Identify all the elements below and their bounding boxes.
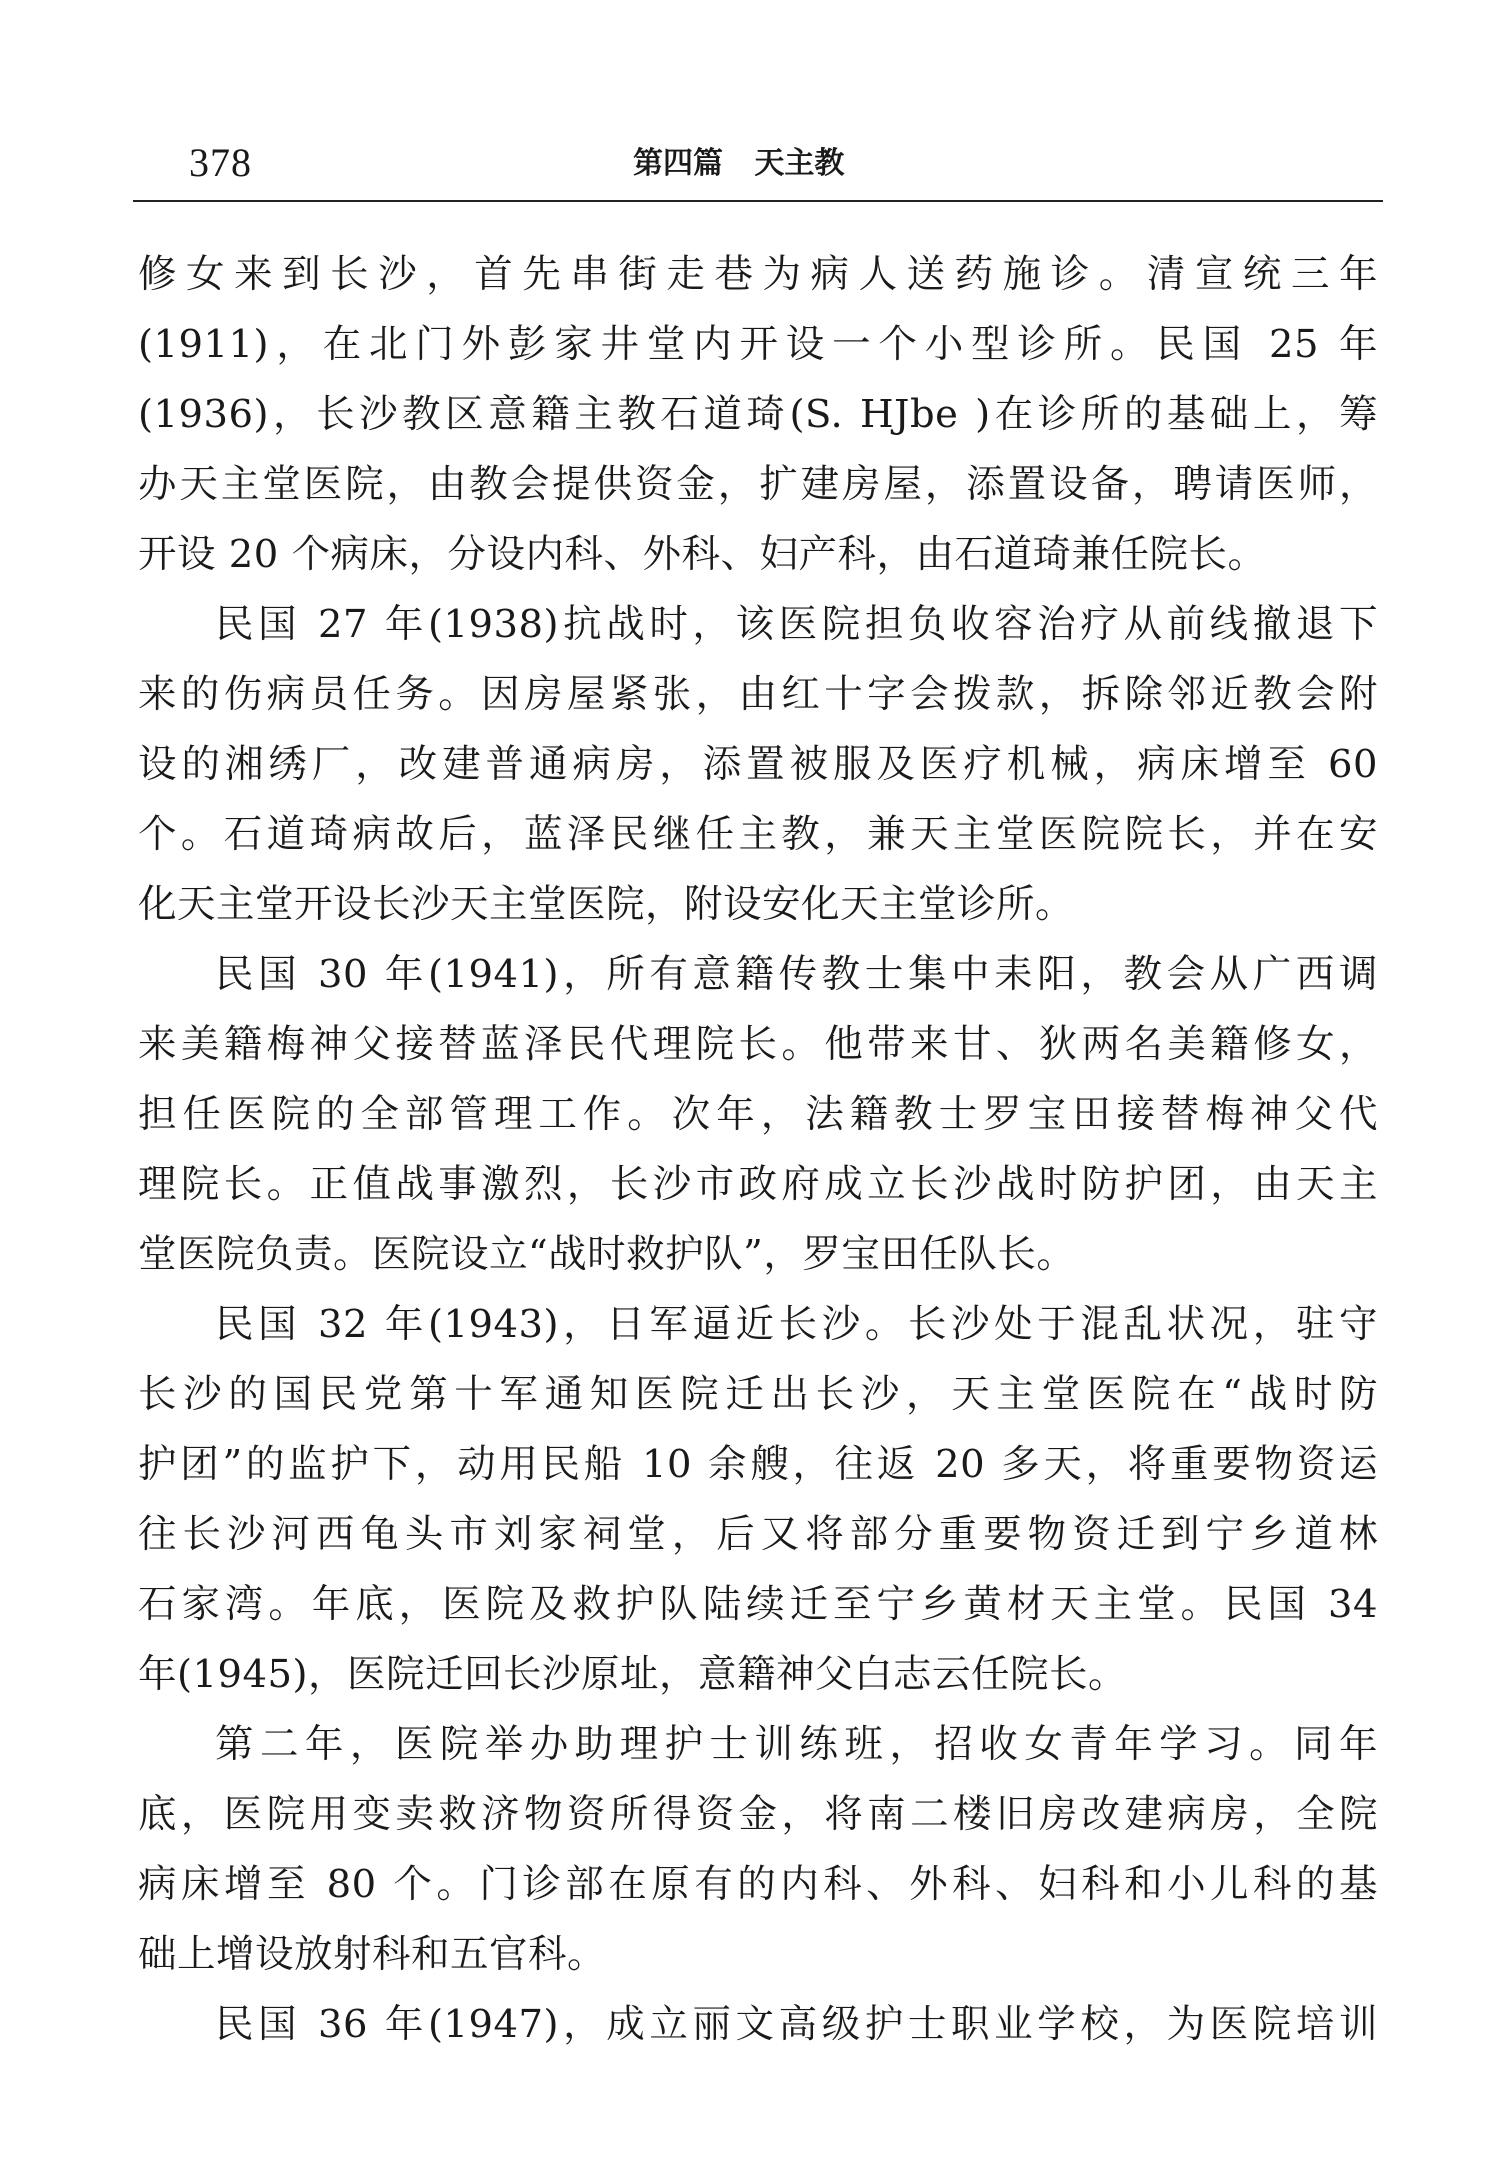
- text-line: 民国 27 年(1938)抗战时，该医院担负收容治疗从前线撤退下: [215, 602, 1378, 647]
- page-header: [133, 128, 1383, 198]
- text-line: 修女来到长沙，首先串街走巷为病人送药施诊。清宣统三年: [138, 252, 1378, 297]
- text-line: 础上增设放射科和五官科。: [138, 1932, 607, 1977]
- text-line: 民国 30 年(1941)，所有意籍传教士集中耒阳，教会从广西调: [215, 952, 1378, 997]
- text-line: 开设 20 个病床，分设内科、外科、妇产科，由石道琦兼任院长。: [138, 532, 1267, 577]
- text-line: 化天主堂开设长沙天主堂医院，附设安化天主堂诊所。: [138, 882, 1075, 927]
- header-rule: [133, 200, 1383, 202]
- text-line: 护团”的监护下，动用民船 10 余艘，往返 20 多天，将重要物资运: [138, 1442, 1378, 1487]
- text-line: 来的伤病员任务。因房屋紧张，由红十字会拨款，拆除邻近教会附: [138, 672, 1378, 717]
- text-line: 底，医院用变卖救济物资所得资金，将南二楼旧房改建病房，全院: [138, 1792, 1378, 1837]
- text-line: 来美籍梅神父接替蓝泽民代理院长。他带来甘、狄两名美籍修女，: [138, 1022, 1378, 1067]
- running-title: 第四篇 天主教: [633, 146, 845, 181]
- text-line: 年(1945)，医院迁回长沙原址，意籍神父白志云任院长。: [138, 1652, 1128, 1697]
- text-line: 民国 36 年(1947)，成立丽文高级护士职业学校，为医院培训: [215, 2002, 1378, 2047]
- text-line: 第二年，医院举办助理护士训练班，招收女青年学习。同年: [215, 1722, 1378, 1767]
- text-line: 个。石道琦病故后，蓝泽民继任主教，兼天主堂医院院长，并在安: [138, 812, 1378, 857]
- page-number: 378: [189, 140, 252, 185]
- text-line: 理院长。正值战事激烈，长沙市政府成立长沙战时防护团，由天主: [138, 1162, 1378, 1207]
- text-line: 民国 32 年(1943)，日军逼近长沙。长沙处于混乱状况，驻守: [215, 1302, 1378, 1347]
- text-line: 病床增至 80 个。门诊部在原有的内科、外科、妇科和小儿科的基: [138, 1862, 1378, 1907]
- text-line: 办天主堂医院，由教会提供资金，扩建房屋，添置设备，聘请医师，: [138, 462, 1378, 507]
- body-text: [138, 240, 1378, 2060]
- text-line: 担任医院的全部管理工作。次年，法籍教士罗宝田接替梅神父代: [138, 1092, 1378, 1137]
- text-line: 长沙的国民党第十军通知医院迁出长沙，天主堂医院在“战时防: [138, 1372, 1378, 1417]
- text-line: 堂医院负责。医院设立“战时救护队”，罗宝田任队长。: [138, 1232, 1076, 1277]
- text-line: 往长沙河西龟头市刘家祠堂，后又将部分重要物资迁到宁乡道林: [138, 1512, 1378, 1557]
- text-line: (1936)，长沙教区意籍主教石道琦(S. HJbe )在诊所的基础上，筹: [138, 392, 1378, 437]
- text-line: 石家湾。年底，医院及救护队陆续迁至宁乡黄材天主堂。民国 34: [138, 1582, 1378, 1627]
- text-line: (1911)，在北门外彭家井堂内开设一个小型诊所。民国 25 年: [138, 322, 1378, 367]
- text-line: 设的湘绣厂，改建普通病房，添置被服及医疗机械，病床增至 60: [138, 742, 1378, 787]
